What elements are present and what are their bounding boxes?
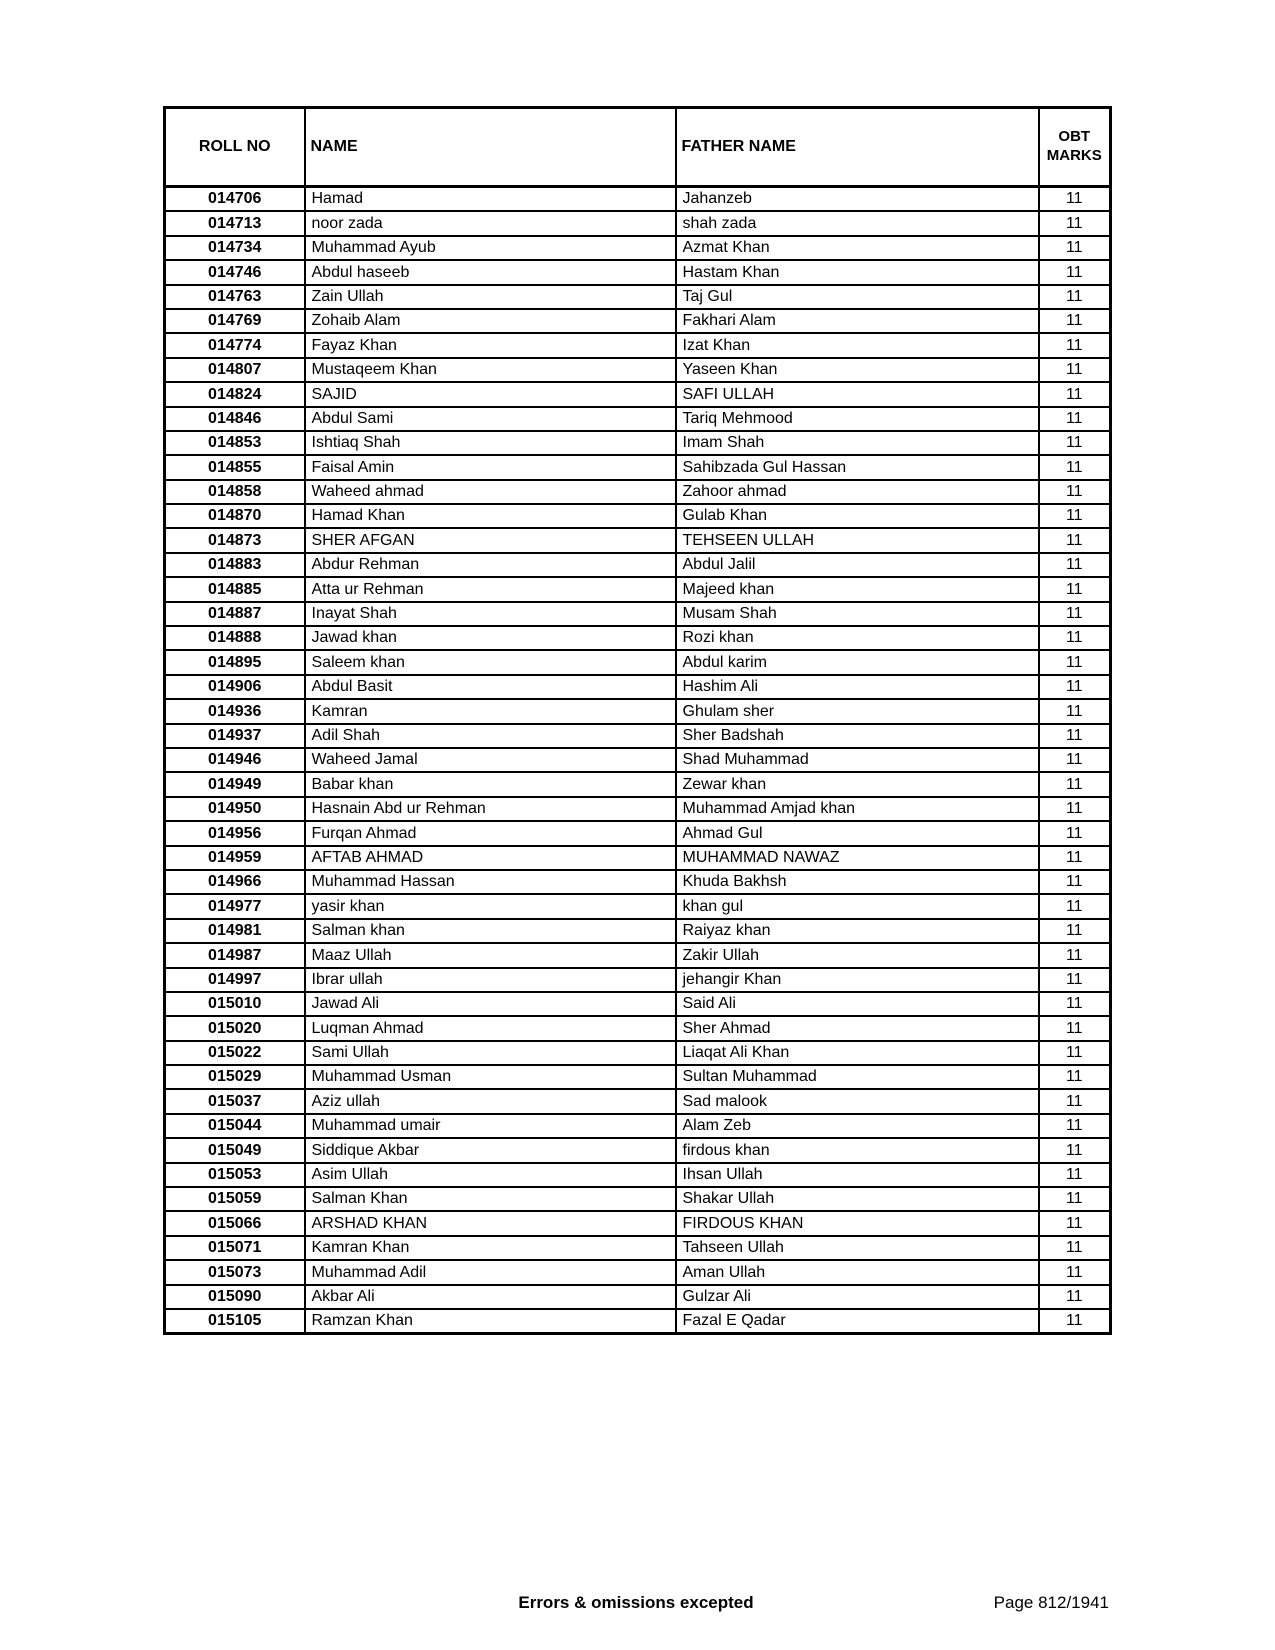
- table-row: [165, 919, 1111, 943]
- name-cell: ARSHAD KHAN: [305, 1211, 676, 1235]
- father-name-cell: Rozi khan: [676, 626, 1039, 650]
- obt-marks-cell: 11: [1039, 772, 1111, 796]
- father-name-cell: Khuda Bakhsh: [676, 870, 1039, 894]
- roll-no-cell: 015071: [165, 1236, 305, 1260]
- obt-marks-cell: 11: [1039, 1211, 1111, 1235]
- name-cell: Kamran: [305, 699, 676, 723]
- obt-marks-cell: 11: [1039, 894, 1111, 918]
- roll-no-cell: 014858: [165, 480, 305, 504]
- name-cell: Abdul Sami: [305, 407, 676, 431]
- obt-marks-cell: 11: [1039, 992, 1111, 1016]
- father-name-cell: Muhammad Amjad khan: [676, 797, 1039, 821]
- table-row: [165, 553, 1111, 577]
- name-cell: AFTAB AHMAD: [305, 846, 676, 870]
- roll-no-cell: 015066: [165, 1211, 305, 1235]
- table-row: [165, 407, 1111, 431]
- roll-no-cell: 014937: [165, 724, 305, 748]
- name-cell: Luqman Ahmad: [305, 1016, 676, 1040]
- father-name-cell: TEHSEEN ULLAH: [676, 528, 1039, 552]
- name-cell: Siddique Akbar: [305, 1138, 676, 1162]
- table-row: [165, 187, 1111, 212]
- father-name-cell: Said Ali: [676, 992, 1039, 1016]
- father-name-cell: Abdul karim: [676, 650, 1039, 674]
- obt-marks-cell: 11: [1039, 870, 1111, 894]
- name-cell: Atta ur Rehman: [305, 577, 676, 601]
- father-name-cell: Tahseen Ullah: [676, 1236, 1039, 1260]
- header-name: NAME: [305, 108, 676, 187]
- name-cell: Muhammad umair: [305, 1114, 676, 1138]
- roll-no-cell: 014824: [165, 382, 305, 406]
- obt-marks-cell: 11: [1039, 407, 1111, 431]
- header-father-name: FATHER NAME: [676, 108, 1039, 187]
- name-cell: Salman Khan: [305, 1187, 676, 1211]
- roll-no-cell: 015037: [165, 1089, 305, 1113]
- obt-marks-cell: 11: [1039, 260, 1111, 284]
- obt-marks-cell: 11: [1039, 358, 1111, 382]
- obt-marks-cell: 11: [1039, 1065, 1111, 1089]
- name-cell: Maaz Ullah: [305, 943, 676, 967]
- name-cell: yasir khan: [305, 894, 676, 918]
- obt-marks-cell: 11: [1039, 1114, 1111, 1138]
- page-footer: [163, 1593, 1109, 1617]
- name-cell: Kamran Khan: [305, 1236, 676, 1260]
- roll-no-cell: 015053: [165, 1163, 305, 1187]
- name-cell: Aziz ullah: [305, 1089, 676, 1113]
- roll-no-cell: 014774: [165, 333, 305, 357]
- name-cell: Salman khan: [305, 919, 676, 943]
- name-cell: Fayaz Khan: [305, 333, 676, 357]
- obt-marks-cell: 11: [1039, 1236, 1111, 1260]
- father-name-cell: Zewar khan: [676, 772, 1039, 796]
- father-name-cell: Izat Khan: [676, 333, 1039, 357]
- table-row: [165, 431, 1111, 455]
- obt-marks-cell: 11: [1039, 455, 1111, 479]
- roll-no-cell: 015059: [165, 1187, 305, 1211]
- roll-no-cell: 014887: [165, 602, 305, 626]
- name-cell: Adil Shah: [305, 724, 676, 748]
- name-cell: Furqan Ahmad: [305, 821, 676, 845]
- name-cell: Sami Ullah: [305, 1041, 676, 1065]
- name-cell: Hamad Khan: [305, 504, 676, 528]
- roll-no-cell: 014950: [165, 797, 305, 821]
- father-name-cell: Zahoor ahmad: [676, 480, 1039, 504]
- name-cell: Zohaib Alam: [305, 309, 676, 333]
- father-name-cell: Shad Muhammad: [676, 748, 1039, 772]
- father-name-cell: Fazal E Qadar: [676, 1309, 1039, 1334]
- obt-marks-cell: 11: [1039, 650, 1111, 674]
- father-name-cell: Sher Ahmad: [676, 1016, 1039, 1040]
- father-name-cell: Musam Shah: [676, 602, 1039, 626]
- header-roll-no: ROLL NO: [165, 108, 305, 187]
- roll-no-cell: 014870: [165, 504, 305, 528]
- obt-marks-cell: 11: [1039, 797, 1111, 821]
- father-name-cell: Azmat Khan: [676, 236, 1039, 260]
- name-cell: noor zada: [305, 211, 676, 235]
- father-name-cell: Shakar Ullah: [676, 1187, 1039, 1211]
- results-table: [163, 106, 1112, 1335]
- table-row: [165, 626, 1111, 650]
- table-row: [165, 748, 1111, 772]
- table-row: [165, 504, 1111, 528]
- roll-no-cell: 015073: [165, 1260, 305, 1284]
- roll-no-cell: 014713: [165, 211, 305, 235]
- table-row: [165, 1260, 1111, 1284]
- name-cell: Akbar Ali: [305, 1285, 676, 1309]
- table-row: [165, 602, 1111, 626]
- table-row: [165, 285, 1111, 309]
- roll-no-cell: 014853: [165, 431, 305, 455]
- name-cell: Ishtiaq Shah: [305, 431, 676, 455]
- roll-no-cell: 014807: [165, 358, 305, 382]
- father-name-cell: Gulab Khan: [676, 504, 1039, 528]
- table-header: [165, 108, 1111, 187]
- father-name-cell: Hashim Ali: [676, 675, 1039, 699]
- obt-marks-cell: 11: [1039, 1089, 1111, 1113]
- roll-no-cell: 014936: [165, 699, 305, 723]
- roll-no-cell: 014706: [165, 187, 305, 212]
- father-name-cell: Ihsan Ullah: [676, 1163, 1039, 1187]
- table-row: [165, 1065, 1111, 1089]
- father-name-cell: Yaseen Khan: [676, 358, 1039, 382]
- name-cell: Abdul Basit: [305, 675, 676, 699]
- table-row: [165, 455, 1111, 479]
- father-name-cell: Aman Ullah: [676, 1260, 1039, 1284]
- roll-no-cell: 014981: [165, 919, 305, 943]
- table-row: [165, 1211, 1111, 1235]
- obt-marks-cell: 11: [1039, 968, 1111, 992]
- table-row: [165, 968, 1111, 992]
- roll-no-cell: 014873: [165, 528, 305, 552]
- table-row: [165, 846, 1111, 870]
- name-cell: Babar khan: [305, 772, 676, 796]
- roll-no-cell: 014769: [165, 309, 305, 333]
- table-row: [165, 821, 1111, 845]
- obt-marks-cell: 11: [1039, 1041, 1111, 1065]
- roll-no-cell: 014746: [165, 260, 305, 284]
- header-row: [165, 108, 1111, 187]
- roll-no-cell: 014946: [165, 748, 305, 772]
- table-row: [165, 358, 1111, 382]
- roll-no-cell: 015022: [165, 1041, 305, 1065]
- father-name-cell: Jahanzeb: [676, 187, 1039, 212]
- obt-marks-cell: 11: [1039, 699, 1111, 723]
- obt-marks-cell: 11: [1039, 1138, 1111, 1162]
- name-cell: SHER AFGAN: [305, 528, 676, 552]
- roll-no-cell: 015049: [165, 1138, 305, 1162]
- obt-marks-cell: 11: [1039, 553, 1111, 577]
- name-cell: Hamad: [305, 187, 676, 212]
- roll-no-cell: 014895: [165, 650, 305, 674]
- father-name-cell: Sher Badshah: [676, 724, 1039, 748]
- father-name-cell: Majeed khan: [676, 577, 1039, 601]
- roll-no-cell: 014977: [165, 894, 305, 918]
- father-name-cell: firdous khan: [676, 1138, 1039, 1162]
- obt-marks-cell: 11: [1039, 748, 1111, 772]
- obt-marks-cell: 11: [1039, 333, 1111, 357]
- obt-marks-cell: 11: [1039, 577, 1111, 601]
- obt-marks-cell: 11: [1039, 821, 1111, 845]
- roll-no-cell: 015029: [165, 1065, 305, 1089]
- table-row: [165, 1236, 1111, 1260]
- roll-no-cell: 014763: [165, 285, 305, 309]
- name-cell: Waheed Jamal: [305, 748, 676, 772]
- roll-no-cell: 015090: [165, 1285, 305, 1309]
- name-cell: Jawad Ali: [305, 992, 676, 1016]
- table-row: [165, 870, 1111, 894]
- table-row: [165, 675, 1111, 699]
- obt-marks-cell: 11: [1039, 528, 1111, 552]
- roll-no-cell: 015105: [165, 1309, 305, 1334]
- table-row: [165, 992, 1111, 1016]
- roll-no-cell: 014987: [165, 943, 305, 967]
- father-name-cell: FIRDOUS KHAN: [676, 1211, 1039, 1235]
- father-name-cell: shah zada: [676, 211, 1039, 235]
- table-row: [165, 724, 1111, 748]
- name-cell: Mustaqeem Khan: [305, 358, 676, 382]
- father-name-cell: khan gul: [676, 894, 1039, 918]
- roll-no-cell: 014956: [165, 821, 305, 845]
- father-name-cell: MUHAMMAD NAWAZ: [676, 846, 1039, 870]
- table-row: [165, 650, 1111, 674]
- name-cell: Jawad khan: [305, 626, 676, 650]
- name-cell: SAJID: [305, 382, 676, 406]
- table-row: [165, 1016, 1111, 1040]
- obt-marks-cell: 11: [1039, 480, 1111, 504]
- father-name-cell: Tariq Mehmood: [676, 407, 1039, 431]
- name-cell: Muhammad Ayub: [305, 236, 676, 260]
- roll-no-cell: 014855: [165, 455, 305, 479]
- table-row: [165, 1163, 1111, 1187]
- table-row: [165, 1138, 1111, 1162]
- obt-marks-cell: 11: [1039, 1309, 1111, 1334]
- roll-no-cell: 014888: [165, 626, 305, 650]
- table-row: [165, 528, 1111, 552]
- father-name-cell: Ahmad Gul: [676, 821, 1039, 845]
- name-cell: Ramzan Khan: [305, 1309, 676, 1334]
- roll-no-cell: 014883: [165, 553, 305, 577]
- father-name-cell: jehangir Khan: [676, 968, 1039, 992]
- roll-no-cell: 014949: [165, 772, 305, 796]
- obt-marks-cell: 11: [1039, 1187, 1111, 1211]
- father-name-cell: Taj Gul: [676, 285, 1039, 309]
- header-obt-line2: MARKS: [1046, 147, 1102, 164]
- obt-marks-cell: 11: [1039, 187, 1111, 212]
- father-name-cell: Abdul Jalil: [676, 553, 1039, 577]
- father-name-cell: Hastam Khan: [676, 260, 1039, 284]
- table-row: [165, 1309, 1111, 1334]
- obt-marks-cell: 11: [1039, 724, 1111, 748]
- father-name-cell: Fakhari Alam: [676, 309, 1039, 333]
- father-name-cell: Sultan Muhammad: [676, 1065, 1039, 1089]
- roll-no-cell: 014734: [165, 236, 305, 260]
- name-cell: Abdur Rehman: [305, 553, 676, 577]
- name-cell: Waheed ahmad: [305, 480, 676, 504]
- father-name-cell: Zakir Ullah: [676, 943, 1039, 967]
- header-obt-marks: [1039, 108, 1111, 187]
- name-cell: Inayat Shah: [305, 602, 676, 626]
- errors-note: Errors & omissions excepted: [518, 1593, 754, 1612]
- father-name-cell: Raiyaz khan: [676, 919, 1039, 943]
- obt-marks-cell: 11: [1039, 382, 1111, 406]
- roll-no-cell: 014959: [165, 846, 305, 870]
- table-row: [165, 211, 1111, 235]
- roll-no-cell: 014846: [165, 407, 305, 431]
- obt-marks-cell: 11: [1039, 211, 1111, 235]
- obt-marks-cell: 11: [1039, 1260, 1111, 1284]
- table-row: [165, 1041, 1111, 1065]
- name-cell: Abdul haseeb: [305, 260, 676, 284]
- obt-marks-cell: 11: [1039, 1163, 1111, 1187]
- table-body: [165, 187, 1111, 1334]
- obt-marks-cell: 11: [1039, 919, 1111, 943]
- table-row: [165, 382, 1111, 406]
- table-row: [165, 797, 1111, 821]
- obt-marks-cell: 11: [1039, 626, 1111, 650]
- name-cell: Faisal Amin: [305, 455, 676, 479]
- obt-marks-cell: 11: [1039, 846, 1111, 870]
- name-cell: Muhammad Hassan: [305, 870, 676, 894]
- obt-marks-cell: 11: [1039, 675, 1111, 699]
- obt-marks-cell: 11: [1039, 1016, 1111, 1040]
- table-row: [165, 236, 1111, 260]
- roll-no-cell: 014906: [165, 675, 305, 699]
- header-obt-line1: OBT: [1058, 128, 1091, 146]
- roll-no-cell: 015020: [165, 1016, 305, 1040]
- table-row: [165, 260, 1111, 284]
- name-cell: Asim Ullah: [305, 1163, 676, 1187]
- table-row: [165, 699, 1111, 723]
- obt-marks-cell: 11: [1039, 602, 1111, 626]
- roll-no-cell: 014966: [165, 870, 305, 894]
- name-cell: Saleem khan: [305, 650, 676, 674]
- father-name-cell: Gulzar Ali: [676, 1285, 1039, 1309]
- father-name-cell: Alam Zeb: [676, 1114, 1039, 1138]
- father-name-cell: Imam Shah: [676, 431, 1039, 455]
- table-row: [165, 772, 1111, 796]
- name-cell: Hasnain Abd ur Rehman: [305, 797, 676, 821]
- obt-marks-cell: 11: [1039, 1285, 1111, 1309]
- roll-no-cell: 015010: [165, 992, 305, 1016]
- page-number: Page 812/1941: [993, 1593, 1109, 1612]
- father-name-cell: SAFI ULLAH: [676, 382, 1039, 406]
- table-row: [165, 1114, 1111, 1138]
- obt-marks-cell: 11: [1039, 285, 1111, 309]
- table-row: [165, 333, 1111, 357]
- table-row: [165, 1285, 1111, 1309]
- father-name-cell: Sahibzada Gul Hassan: [676, 455, 1039, 479]
- table-row: [165, 1089, 1111, 1113]
- table-row: [165, 943, 1111, 967]
- table-row: [165, 1187, 1111, 1211]
- obt-marks-cell: 11: [1039, 943, 1111, 967]
- table-row: [165, 577, 1111, 601]
- obt-marks-cell: 11: [1039, 504, 1111, 528]
- table-row: [165, 480, 1111, 504]
- name-cell: Muhammad Adil: [305, 1260, 676, 1284]
- roll-no-cell: 014885: [165, 577, 305, 601]
- table-row: [165, 309, 1111, 333]
- table-row: [165, 894, 1111, 918]
- obt-marks-cell: 11: [1039, 309, 1111, 333]
- roll-no-cell: 014997: [165, 968, 305, 992]
- obt-marks-cell: 11: [1039, 431, 1111, 455]
- name-cell: Zain Ullah: [305, 285, 676, 309]
- father-name-cell: Ghulam sher: [676, 699, 1039, 723]
- roll-no-cell: 015044: [165, 1114, 305, 1138]
- father-name-cell: Liaqat Ali Khan: [676, 1041, 1039, 1065]
- name-cell: Ibrar ullah: [305, 968, 676, 992]
- obt-marks-cell: 11: [1039, 236, 1111, 260]
- father-name-cell: Sad malook: [676, 1089, 1039, 1113]
- name-cell: Muhammad Usman: [305, 1065, 676, 1089]
